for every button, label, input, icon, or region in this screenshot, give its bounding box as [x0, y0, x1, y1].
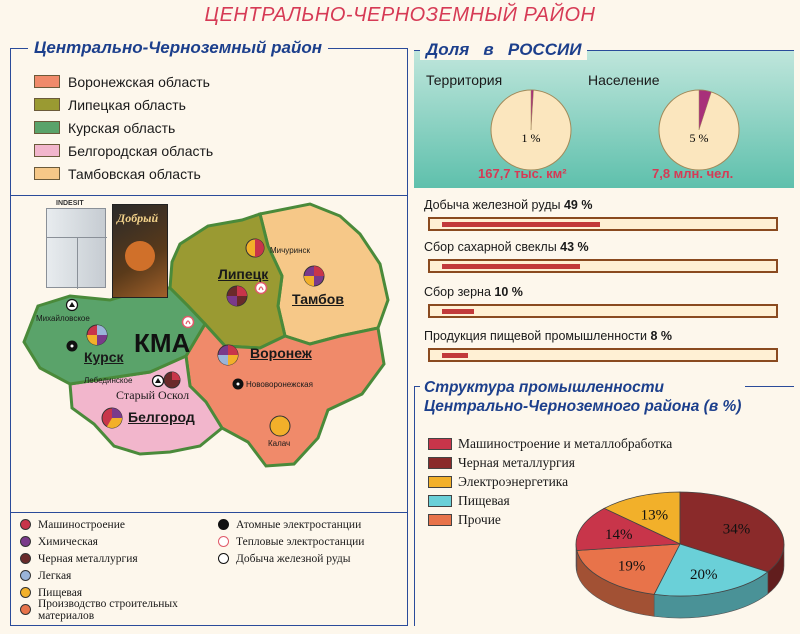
legend-label: Машиностроение и металлобработка	[458, 435, 673, 451]
swatch	[428, 514, 452, 526]
thermal-plant-icon	[183, 317, 194, 328]
bar-label-text: Добыча железной руды	[424, 198, 561, 212]
city-label-voronezh[interactable]: Воронеж	[250, 345, 312, 361]
ore-icon	[218, 553, 229, 564]
legend-label: Воронежская область	[68, 73, 210, 90]
legend-label: Черная металлургия	[458, 454, 575, 470]
population-label: Население	[588, 72, 660, 88]
pie-data-label: 20%	[689, 567, 718, 583]
pie-data-label: 19%	[617, 558, 646, 575]
city-label-michurinsk[interactable]: Мичуринск	[270, 246, 311, 255]
lipetsk-industry-pie	[227, 286, 247, 306]
atom-icon	[218, 519, 229, 530]
city-label-lebedinskoe[interactable]: Лебединское	[84, 376, 133, 385]
population-pie-label: 5 %	[689, 131, 709, 145]
nuclear-plant-icon	[233, 379, 244, 390]
industry-pie-chart	[560, 480, 792, 626]
pie-data-label: 14%	[604, 527, 633, 543]
city-label-stary-oskol[interactable]: Старый Оскол	[116, 388, 190, 402]
bar-label-beet	[424, 240, 589, 254]
industry-legend-item	[428, 453, 718, 472]
industry-symbol-legend-right	[218, 516, 404, 567]
kursk-industry-pie	[87, 325, 107, 345]
swatch	[428, 457, 452, 469]
food-dot	[20, 587, 31, 598]
legend-label: Тепловые электростанции	[236, 535, 365, 548]
share-bars	[414, 190, 794, 378]
map-legend-divider	[10, 512, 408, 513]
legend-label: Черная металлургия	[38, 552, 138, 565]
bar-track-beet	[428, 259, 778, 273]
ore-mining-icon	[153, 376, 164, 387]
bar-fill	[442, 353, 468, 358]
bar-value: 10 %	[494, 285, 523, 299]
bar-fill	[442, 264, 580, 269]
industry-panel-title	[420, 378, 745, 416]
share-panel-title: Доля в РОССИИ	[420, 40, 587, 60]
legend-chemical	[20, 533, 230, 550]
swatch	[428, 438, 452, 450]
legend-label: Машиностроение	[38, 518, 125, 531]
legend-label: Легкая	[38, 569, 72, 582]
legend-label: Химическая	[38, 535, 98, 548]
voronezh-industry-pie	[218, 345, 238, 365]
city-label-tambov[interactable]: Тамбов	[292, 291, 344, 307]
share-pies	[414, 50, 794, 190]
page-title: ЦЕНТРАЛЬНО-ЧЕРНОЗЕМНЫЙ РАЙОН	[204, 4, 596, 26]
legend-label: Добыча железной руды	[236, 552, 351, 565]
legend-ferrous	[20, 550, 230, 567]
legend-nuclear	[218, 516, 404, 533]
territory-pie-label: 1 %	[521, 131, 541, 145]
nuclear-plant-icon	[67, 341, 78, 352]
swatch	[428, 476, 452, 488]
legend-label: Электроэнергетика	[458, 473, 569, 489]
bar-label-text: Сбор сахарной свеклы	[424, 240, 557, 254]
light-industry-dot	[20, 570, 31, 581]
city-label-lipetsk[interactable]: Липецк	[218, 266, 269, 282]
thermal-plant-icon	[256, 283, 267, 294]
bar-label-grain	[424, 285, 523, 299]
bar-track-grain	[428, 304, 778, 318]
ore-mining-icon	[67, 300, 78, 311]
legend-light	[20, 567, 230, 584]
kalach-food-dot	[270, 416, 290, 436]
michurinsk-industry-pie	[246, 239, 264, 257]
juice-box-label: Добрый	[117, 211, 159, 225]
legend-label: Пищевая	[458, 492, 510, 508]
bar-label-ore	[424, 198, 592, 212]
industry-title-line2: Центрально-Черноземного района (в %)	[424, 398, 742, 415]
legend-label: Производство строительных материалов	[38, 597, 178, 622]
territory-value: 167,7 тыс. км²	[478, 166, 567, 181]
city-label-mikhailovskoe[interactable]: Михайловское	[36, 314, 90, 323]
belgorod-industry-pie	[102, 408, 122, 428]
city-label-kalach[interactable]: Калач	[268, 439, 291, 448]
legend-label: Белгородская область	[68, 142, 214, 159]
kma-label: КМА	[134, 328, 191, 358]
legend-construction	[20, 597, 230, 622]
stary-oskol-industry-pie	[164, 372, 180, 388]
city-label-kursk[interactable]: Курск	[84, 349, 124, 365]
bar-track-food	[428, 348, 778, 362]
city-label-belgorod[interactable]: Белгород	[128, 409, 195, 425]
bar-label-text: Сбор зерна	[424, 285, 491, 299]
bar-label-text: Продукция пищевой промышленности	[424, 329, 648, 343]
legend-machinery	[20, 516, 230, 533]
city-label-novovoronezhskaya[interactable]: Нововоронежская	[246, 380, 313, 389]
territory-label: Территория	[426, 72, 503, 88]
pie-data-label: 13%	[640, 507, 669, 524]
chemical-dot	[20, 536, 31, 547]
legend-ore	[218, 550, 404, 567]
map-panel-title: Центрально-Черноземный район	[28, 38, 328, 58]
legend-label: Тамбовская область	[68, 165, 201, 182]
legend-label: Курская область	[68, 119, 176, 136]
industry-legend-item	[428, 434, 718, 453]
legend-thermal	[218, 533, 404, 550]
tambov-industry-pie	[304, 266, 324, 286]
population-pie	[659, 90, 739, 170]
bar-fill	[442, 222, 600, 227]
map-symbols	[0, 0, 410, 520]
bar-label-food	[424, 329, 672, 343]
construction-dot	[20, 604, 31, 615]
legend-label: Атомные электростанции	[236, 518, 362, 531]
bar-value: 49 %	[563, 198, 593, 212]
thermal-icon	[218, 536, 229, 547]
legend-label: Прочие	[458, 511, 501, 527]
territory-pie	[491, 90, 571, 170]
bar-fill	[442, 309, 474, 314]
bar-track-ore	[428, 217, 778, 231]
industry-title-line1: Структура промышленности	[424, 379, 664, 396]
industry-symbol-legend-left	[20, 516, 230, 622]
bar-value: 8 %	[650, 329, 673, 343]
legend-label: Пищевая	[38, 586, 83, 599]
ferrous-dot	[20, 553, 31, 564]
brand-label: INDESIT	[56, 200, 84, 207]
pie-data-label: 34%	[722, 521, 751, 538]
swatch	[428, 495, 452, 507]
population-value: 7,8 млн. чел.	[652, 166, 734, 181]
legend-label: Липецкая область	[68, 96, 186, 113]
bar-value: 43 %	[560, 240, 589, 254]
machinery-dot	[20, 519, 31, 530]
